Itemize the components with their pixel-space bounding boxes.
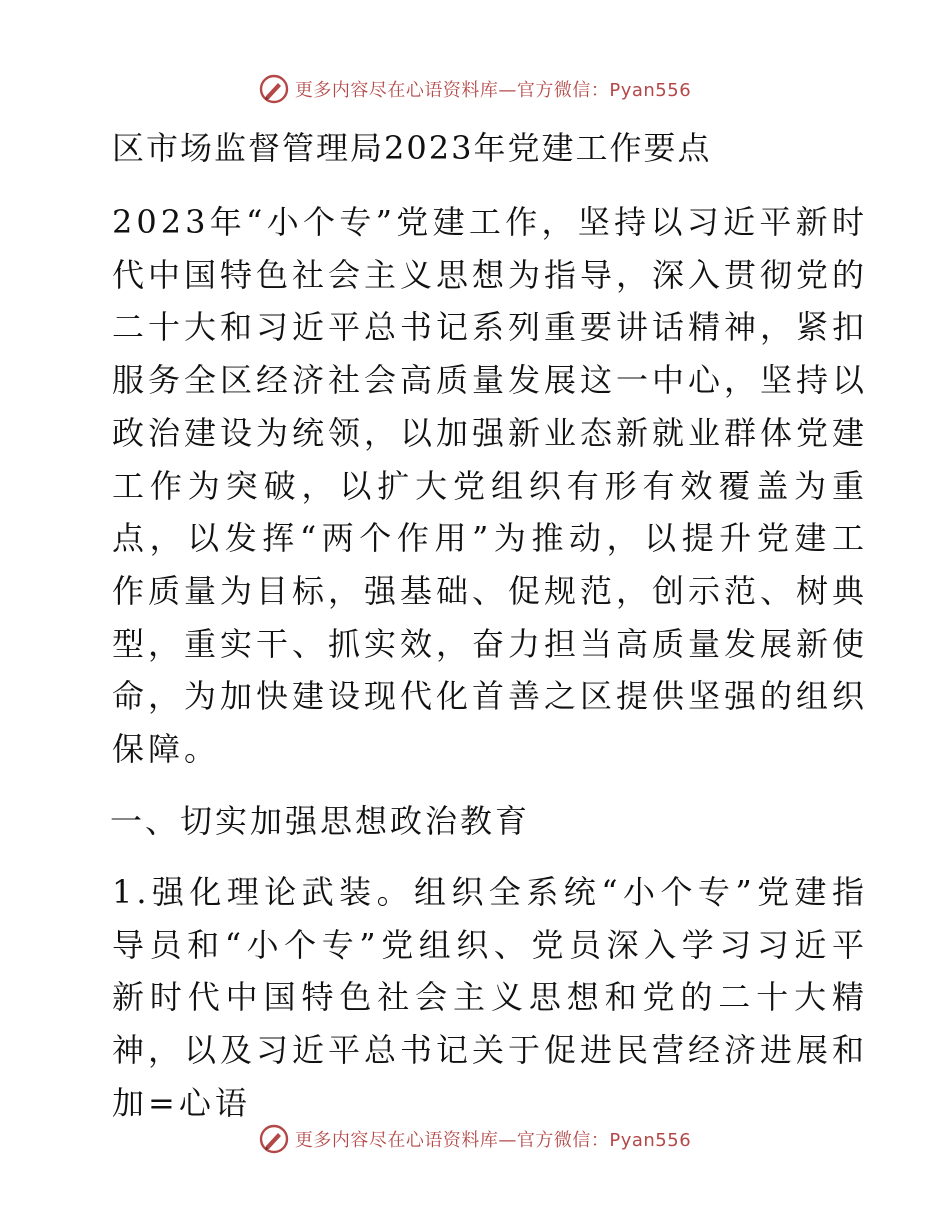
section-heading-1: 一、切实加强思想政治教育 — [110, 802, 531, 840]
intro-paragraph: 2023年“小个专”党建工作，坚持以习近平新时代中国特色社会主义思想为指导，深入贯彻党的二十大和习近平总书记系列重要讲话精神，紧扣服务全区经济社会高质量发展这一中心，坚持以政治建设为统领，以加强新业态新就业群体党建工作为突破，以扩大党组织有形有效覆盖为重点，以发挥“两个作用”为推动，以提升党建工作质量为目标，强基础、促规范，创示范、树典型，重实干、抓实效，奋力担当高质量发展新使命，为加快建设现代化首善之区提供坚强的组织保障。 — [112, 203, 869, 769]
document-title: 区市场监督管理局2023年党建工作要点 — [112, 129, 712, 167]
pen-logo-icon — [259, 1124, 289, 1154]
watermark-text: 更多内容尽在心语资料库—官方微信：Pyan556 — [294, 1130, 692, 1151]
watermark-footer — [0, 1124, 950, 1154]
item-paragraph-1: 1.强化理论武装。组织全系统“小个专”党建指导员和“小个专”党组织、党员深入学习习近平新时代中国特色社会主义思想和党的二十大精神，以及习近平总书记关于促进民营经济进展和加=心语 — [112, 873, 869, 1122]
pen-logo-icon — [259, 74, 289, 104]
watermark-header — [0, 74, 950, 104]
watermark-text: 更多内容尽在心语资料库—官方微信：Pyan556 — [294, 80, 692, 101]
